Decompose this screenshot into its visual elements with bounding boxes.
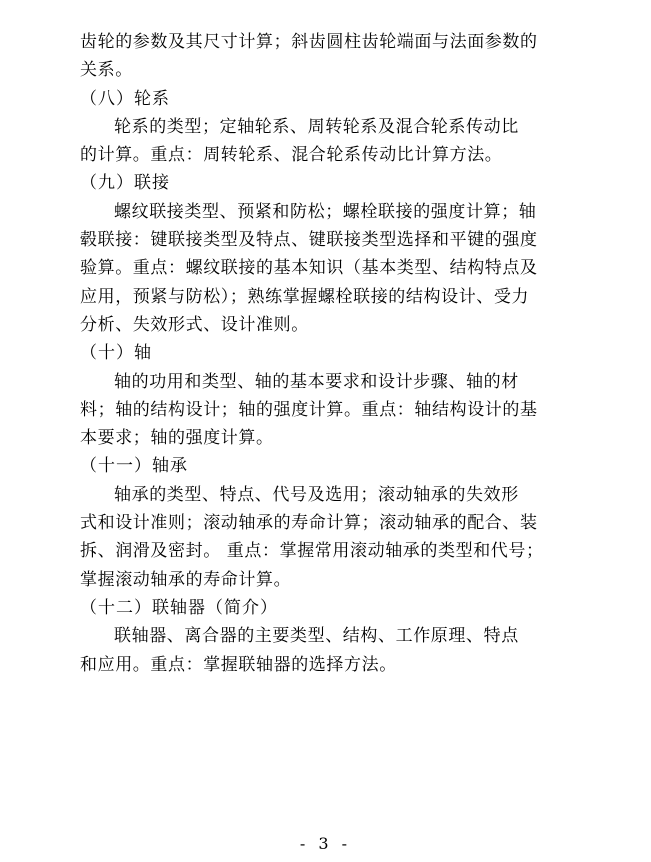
body-line: 毂联接：键联接类型及特点、键联接类型选择和平键的强度	[80, 230, 538, 251]
body-line: 应用，预紧与防松）；熟练掌握螺栓联接的结构设计、受力	[80, 286, 530, 307]
body-line: 螺纹联接类型、预紧和防松；螺栓联接的强度计算；轴	[114, 201, 537, 222]
section-heading-11: （十一）轴承	[80, 456, 188, 477]
body-line: 关系。	[80, 60, 133, 81]
body-line: 分析、失效形式、设计准则。	[80, 314, 309, 335]
body-line: 轴的功用和类型、轴的基本要求和设计步骤、轴的材	[114, 371, 519, 392]
body-line: 齿轮的参数及其尺寸计算；斜齿圆柱齿轮端面与法面参数的	[80, 32, 538, 52]
body-line: 料；轴的结构设计；轴的强度计算。重点：轴结构设计的基	[80, 399, 538, 420]
section-heading-10: （十）轴	[80, 343, 152, 364]
body-line: 本要求；轴的强度计算。	[80, 428, 274, 449]
body-line: 掌握滚动轴承的寿命计算。	[80, 569, 292, 590]
body-line: 联轴器、离合器的主要类型、结构、工作原理、特点	[114, 626, 519, 647]
body-line: 轮系的类型；定轴轮系、周转轮系及混合轮系传动比	[114, 116, 519, 137]
body-line: 的计算。重点：周转轮系、混合轮系传动比计算方法。	[80, 145, 503, 166]
section-heading-8: （八）轮系	[80, 88, 170, 109]
body-line: 轴承的类型、特点、代号及选用；滚动轴承的失效形	[114, 484, 519, 505]
body-line: 验算。重点：螺纹联接的基本知识（基本类型、结构特点及	[80, 258, 538, 279]
body-line: 和应用。重点：掌握联轴器的选择方法。	[80, 654, 397, 675]
body-line: 式和设计准则；滚动轴承的寿命计算；滚动轴承的配合、装	[80, 513, 538, 534]
section-heading-9: （九）联接	[80, 173, 170, 194]
document-body	[80, 28, 570, 679]
section-heading-12: （十二）联轴器（简介）	[80, 597, 278, 618]
page-number: - 3 -	[299, 834, 352, 853]
body-line: 拆、润滑及密封。 重点：掌握常用滚动轴承的类型和代号；	[80, 541, 544, 562]
